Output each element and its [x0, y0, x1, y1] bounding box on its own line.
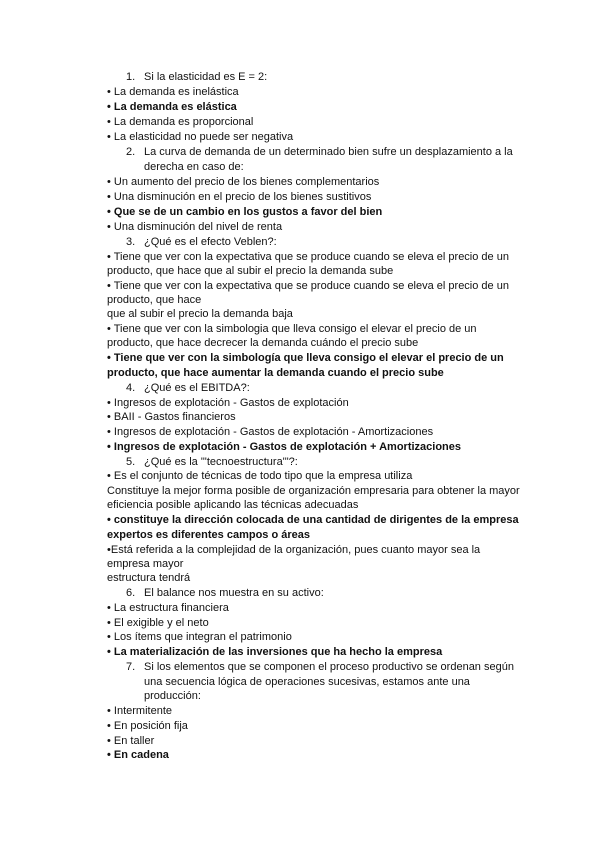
question-number: 2. [126, 146, 136, 158]
option-line: • Tiene que ver con la simbologia que lleva consigo el elevar el precio de un [107, 323, 477, 335]
question-4 [126, 381, 250, 395]
question-text: La curva de demanda de un determinado bien sufre un desplazamiento a la [144, 146, 513, 158]
option-line: eficiencia posible aplicando las técnicas adecuadas [107, 499, 359, 511]
option-correct-line: expertos es diferentes campos o áreas [107, 529, 310, 541]
question-text: ¿Qué es la "'tecnoestructura'"?: [144, 456, 298, 468]
option: • BAII - Gastos financieros [107, 411, 236, 423]
option: • En taller [107, 735, 155, 747]
option-correct-line: • Tiene que ver con la simbología que lleva consigo el elevar el precio de un [107, 352, 504, 364]
question-text: ¿Qué es el efecto Veblen?: [144, 236, 277, 248]
question-text: Si la elasticidad es E = 2: [144, 71, 268, 83]
option: • La elasticidad no puede ser negativa [107, 131, 294, 143]
option: • Una disminución en el precio de los bienes sustitivos [107, 191, 372, 203]
question-number: 4. [126, 382, 136, 394]
question-1 [126, 70, 267, 84]
question-text: El balance nos muestra en su activo: [144, 587, 324, 599]
option-correct-line: producto, que hace aumentar la demanda cuando el precio sube [107, 367, 444, 379]
question-text-continued: derecha en caso de: [144, 161, 244, 173]
option-correct: • La demanda es elástica [107, 101, 237, 113]
option-line: •Está referida a la complejidad de la organización, pues cuanto mayor sea la [107, 544, 481, 556]
option: • La demanda es inelástica [107, 86, 239, 98]
option-correct: • En cadena [107, 749, 169, 761]
question-number: 7. [126, 661, 136, 673]
option-correct: • Que se de un cambio en los gustos a favor del bien [107, 206, 383, 218]
option: • Los ítems que integran el patrimonio [107, 631, 292, 643]
option: • El exigible y el neto [107, 617, 209, 629]
option-correct: • Ingresos de explotación - Gastos de explotación + Amortizaciones [107, 441, 462, 453]
question-2 [126, 145, 513, 159]
option-line: • Tiene que ver con la expectativa que se produce cuando se eleva el precio de un [107, 280, 509, 292]
question-text: Si los elementos que se componen el proceso productivo se ordenan según [144, 661, 514, 673]
question-number: 3. [126, 236, 136, 248]
option: • La estructura financiera [107, 602, 229, 614]
question-text: ¿Qué es el EBITDA?: [144, 382, 250, 394]
option-line: • Es el conjunto de técnicas de todo tipo que la empresa utiliza [107, 470, 413, 482]
option-correct: • La materialización de las inversiones que ha hecho la empresa [107, 646, 443, 658]
option-line: estructura tendrá [107, 572, 191, 584]
option-line: • Tiene que ver con la expectativa que se produce cuando se eleva el precio de un [107, 251, 509, 263]
option-correct-line: • constituye la dirección colocada de una cantidad de dirigentes de la empresa [107, 514, 519, 526]
option: • Intermitente [107, 705, 172, 717]
option-line: producto, que hace [107, 294, 202, 306]
question-number: 1. [126, 71, 136, 83]
question-number: 6. [126, 587, 136, 599]
question-number: 5. [126, 456, 136, 468]
option-line: producto, que hace que al subir el precio la demanda sube [107, 265, 394, 277]
question-6 [126, 586, 324, 600]
option-line: empresa mayor [107, 558, 184, 570]
option-line: producto, que hace decrecer la demanda cuándo el precio sube [107, 337, 419, 349]
option: • La demanda es proporcional [107, 116, 254, 128]
option-line: que al subir el precio la demanda baja [107, 308, 293, 320]
question-text-continued: producción: [144, 690, 201, 702]
option: • Ingresos de explotación - Gastos de explotación - Amortizaciones [107, 426, 434, 438]
option: • Ingresos de explotación - Gastos de explotación [107, 397, 349, 409]
question-text-continued: una secuencia lógica de operaciones sucesivas, estamos ante una [144, 676, 470, 688]
option: • Un aumento del precio de los bienes complementarios [107, 176, 380, 188]
option: • En posición fija [107, 720, 188, 732]
option: • Una disminución del nivel de renta [107, 221, 283, 233]
option-line: Constituye la mejor forma posible de organización empresaria para obtener la mayor [107, 485, 520, 497]
question-3 [126, 235, 277, 249]
question-7 [126, 660, 514, 674]
question-5 [126, 455, 298, 469]
